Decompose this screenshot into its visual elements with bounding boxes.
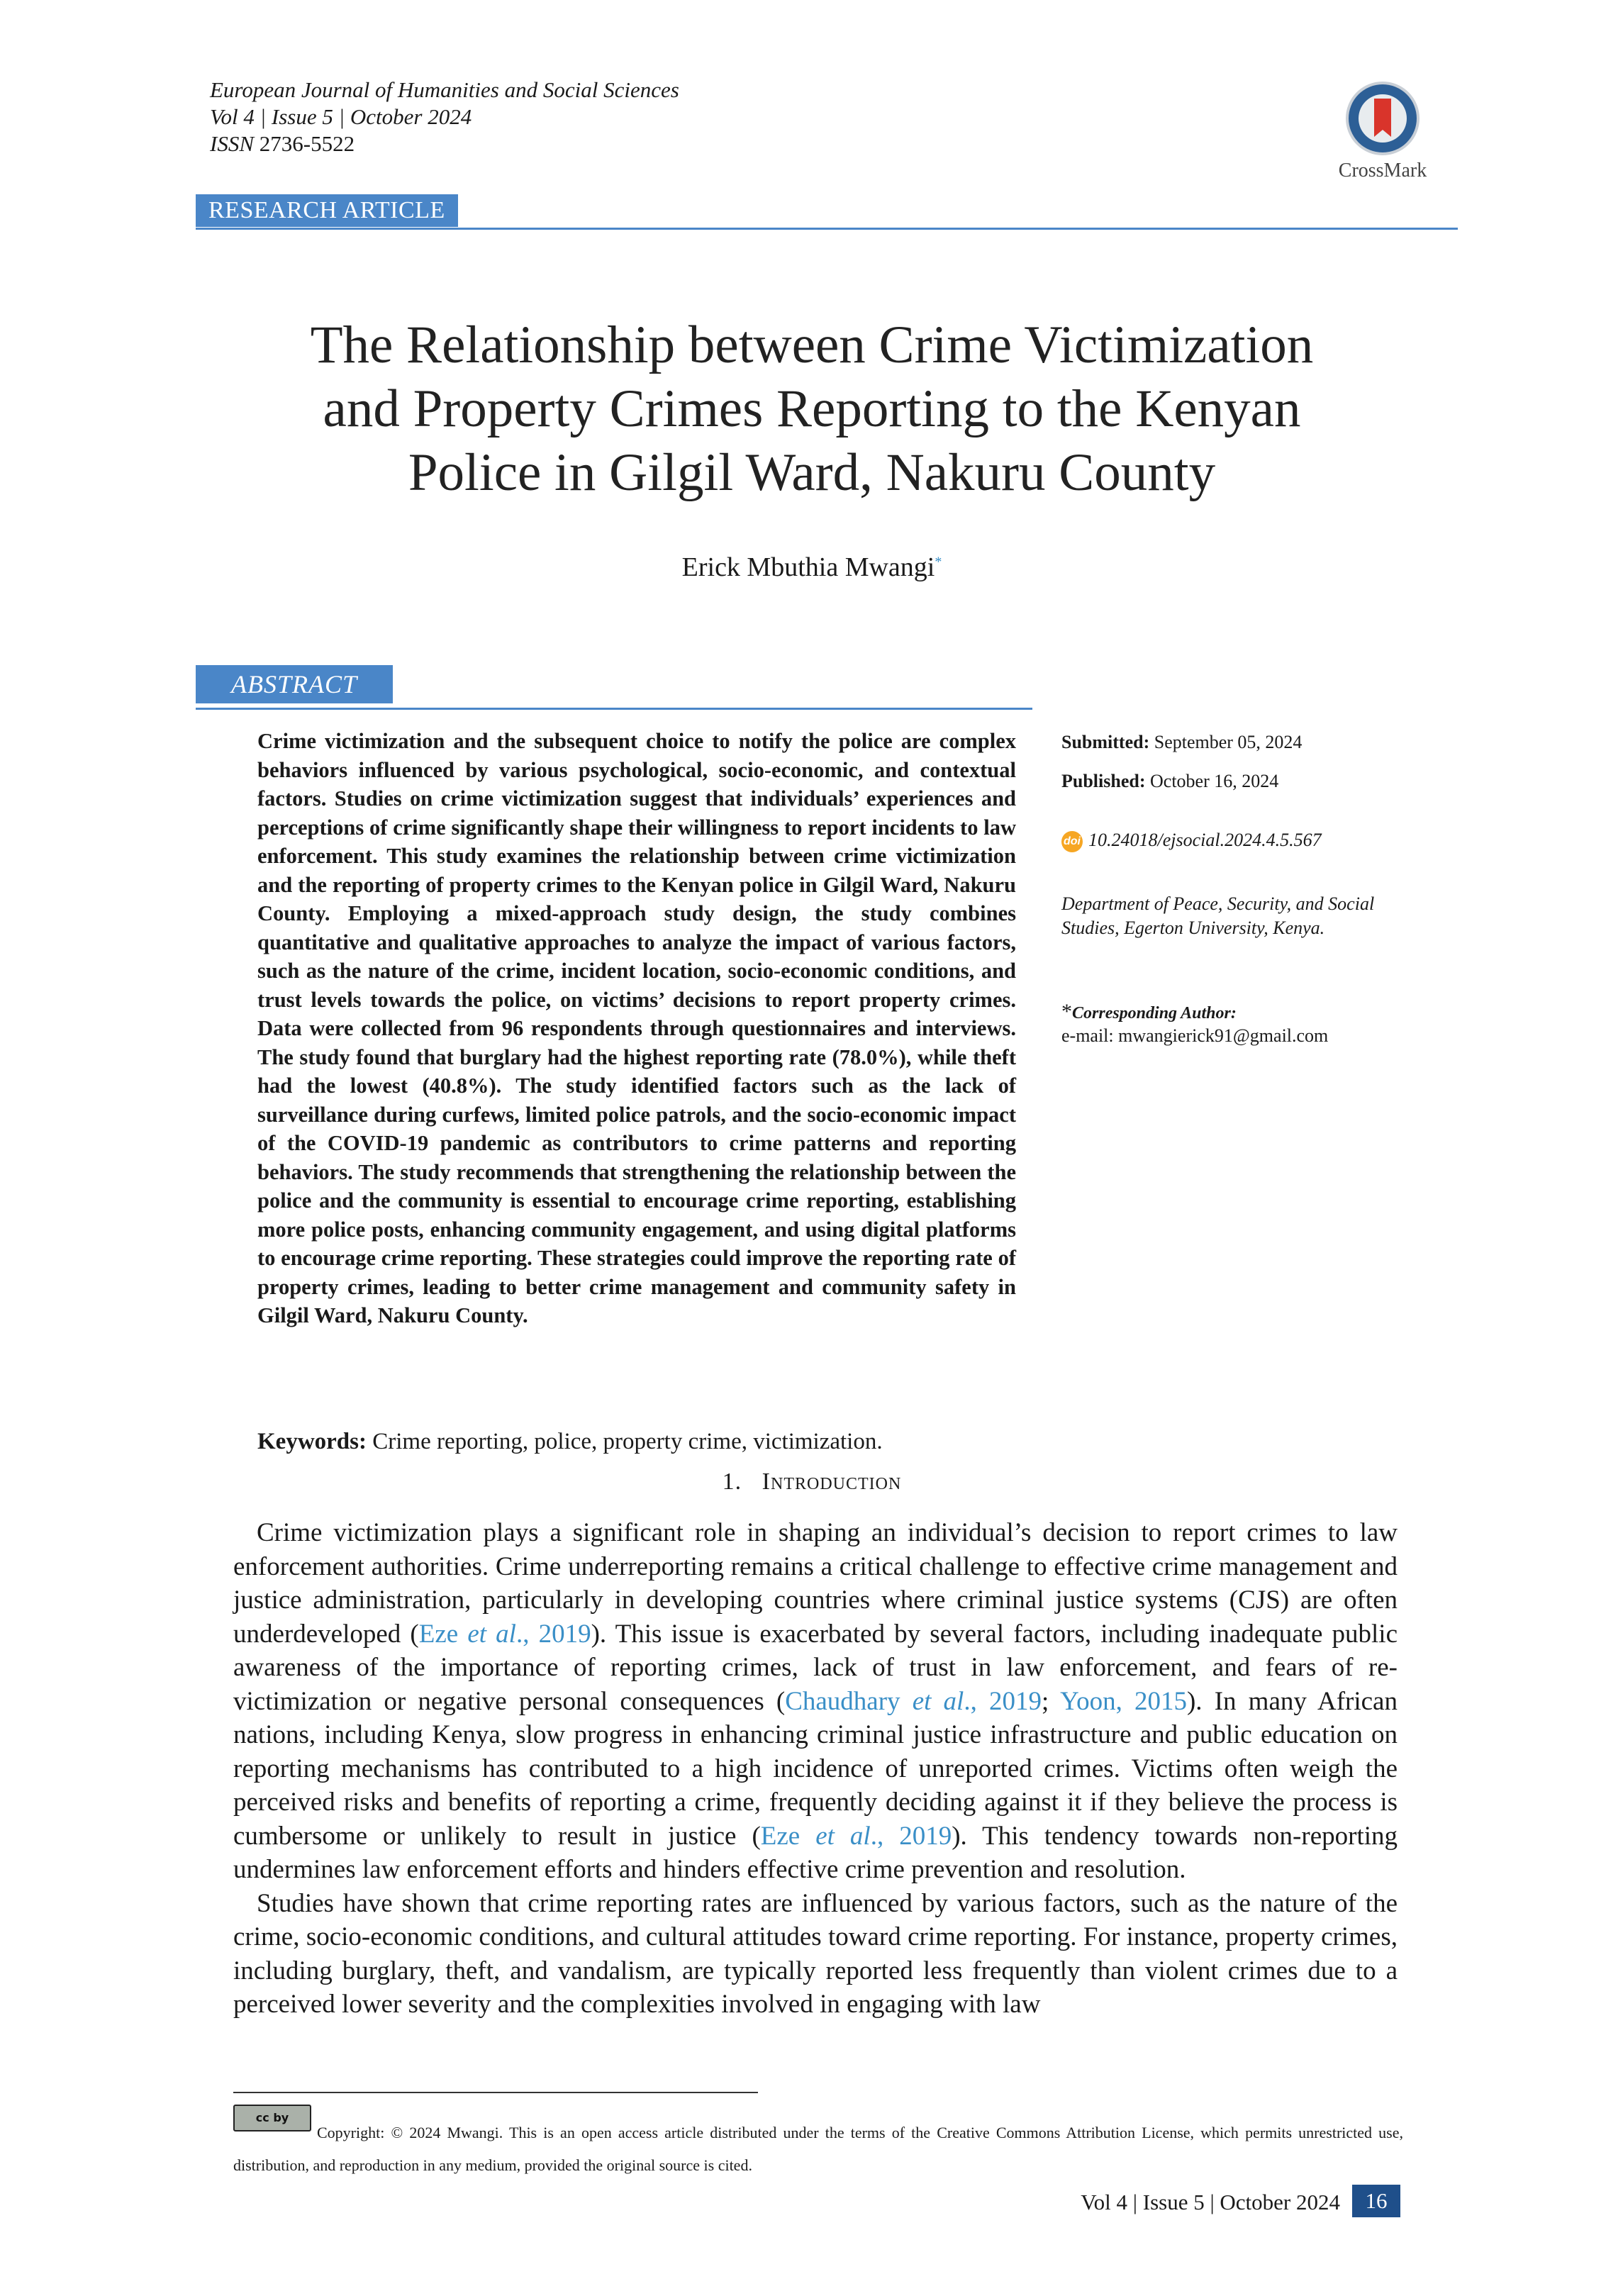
crossmark-icon	[1346, 82, 1420, 155]
keywords	[257, 1429, 883, 1455]
cc-by-icon[interactable]: cc by	[233, 2105, 311, 2131]
doi-link[interactable]	[1061, 828, 1322, 852]
citation-link[interactable]: Eze et al., 2019	[418, 1619, 591, 1649]
journal-name: European Journal of Humanities and Social Sciences	[210, 77, 679, 102]
abstract-heading: ABSTRACT	[196, 665, 393, 703]
footer-issue: Vol 4 | Issue 5 | October 2024	[1081, 2190, 1340, 2214]
journal-issn: ISSN 2736-5522	[210, 131, 355, 156]
citation-link[interactable]: Eze et al., 2019	[760, 1821, 952, 1851]
title-line: Police in Gilgil Ward, Nakuru County	[408, 443, 1216, 502]
keywords-text: Crime reporting, police, property crime, victimization.	[372, 1429, 883, 1454]
license-text: Copyright: © 2024 Mwangi. This is an open access article distributed under the terms of the Creative Commons Attribution License, which permits unrestricted use, distribution, and reproduction in any medium, provided the original source is cited.	[233, 2124, 1403, 2174]
doi-icon: doi	[1061, 831, 1083, 852]
title-line: The Relationship between Crime Victimization	[310, 316, 1314, 374]
published-date: Published: October 16, 2024	[1061, 771, 1279, 791]
footnote-divider	[233, 2092, 758, 2093]
author-line	[142, 552, 1482, 583]
affiliation: Department of Peace, Security, and Social Studies, Egerton University, Kenya.	[1061, 893, 1375, 938]
crossmark-badge[interactable]	[1326, 82, 1439, 188]
abstract-divider	[196, 708, 1032, 710]
corresponding-mark[interactable]: *	[935, 554, 942, 570]
journal-header	[210, 77, 679, 157]
journal-volume: Vol 4 | Issue 5 | October 2024	[210, 104, 472, 129]
article-type-tag: RESEARCH ARTICLE	[196, 194, 458, 227]
paragraph: Crime victimization plays a significant role in shaping an individual’s decision to report crimes to law enforcement authorities. Crime underreporting remains a critical challenge to effective crime management and justice administration, particularly in developing countries where criminal justice systems (CJS) are often underdeveloped (Eze et al., 2019). This issue is exacerbated by several factors, including inadequate public awareness of the importance of reporting crimes, lack of trust in law enforcement, and fears of re-victimization or negative personal consequences (Chaudhary et al., 2019; Yoon, 2015). In many African nations, including Kenya, slow progress in enhancing criminal justice infrastructure and public education on reporting mechanisms has contributed to a high incidence of unreported crimes. Victims often weigh the perceived risks and benefits of reporting a crime, frequently deciding against it if they believe the process is cumbersome or unlikely to result in justice (Eze et al., 2019). This tendency towards non-reporting undermines law enforcement efforts and hinders effective crime prevention and resolution.	[233, 1518, 1398, 1884]
crossmark-label: CrossMark	[1338, 160, 1427, 182]
email-link[interactable]: mwangierick91@gmail.com	[1118, 1025, 1329, 1046]
email-line: e-mail: mwangierick91@gmail.com	[1061, 1025, 1329, 1046]
citation-link[interactable]: Yoon, 2015	[1060, 1686, 1187, 1716]
abstract-text: Crime victimization and the subsequent choice to notify the police are complex behaviors influenced by various psychological, socio-economic, and contextual factors. Studies on crime victimization suggest that individuals’ experiences and perceptions of crime significantly shape their willingness to report incidents to law enforcement. This study examines the relationship between crime victimization and the reporting of property crimes to the Kenyan police in Gilgil Ward, Nakuru County. Employing a mixed-approach study design, the study combines quantitative and qualitative approaches to analyze the impact of various factors, such as the nature of the crime, incident location, socio-economic conditions, and trust levels towards the police, on victims’ decisions to report property crimes. Data were collected from 96 respondents through questionnaires and interviews. The study found that burglary had the highest reporting rate (78.0%), while theft had the lowest (40.8%). The study identified factors such as the lack of surveillance during curfews, limited police patrols, and the socio-economic impact of the COVID-19 pandemic as contributors to crime patterns and reporting behaviors. The study recommends that strengthening the relationship between the police and the community is essential to encourage crime reporting, establishing more police posts, enhancing community engagement, and using digital platforms to encourage crime reporting. These strategies could improve the reporting rate of property crimes, leading to better crime management and community safety in Gilgil Ward, Nakuru County.	[257, 729, 1016, 1327]
corresponding-author: *Corresponding Author:	[1061, 1000, 1237, 1023]
section-heading: 1. Introduction	[722, 1469, 902, 1495]
article-title	[142, 313, 1482, 505]
submitted-date: Submitted: September 05, 2024	[1061, 732, 1303, 752]
citation-link[interactable]: Chaudhary et al., 2019	[785, 1686, 1042, 1716]
header-divider	[196, 228, 1458, 230]
doi-text: 10.24018/ejsocial.2024.4.5.567	[1088, 830, 1322, 850]
author-name: Erick Mbuthia Mwangi	[681, 552, 935, 582]
page-number: 16	[1352, 2185, 1400, 2217]
keywords-label: Keywords:	[257, 1429, 367, 1454]
paragraph: Studies have shown that crime reporting rates are influenced by various factors, such as the nature of the crime, socio-economic conditions, and cultural attitudes toward crime reporting. For instance, property crimes, including burglary, theft, and vandalism, are typically reported less frequently than violent crimes due to a perceived lower severity and the complexities involved in engaging with law	[233, 1888, 1398, 2019]
body-text	[233, 1516, 1398, 2022]
title-line: and Property Crimes Reporting to the Kenyan	[323, 379, 1301, 438]
